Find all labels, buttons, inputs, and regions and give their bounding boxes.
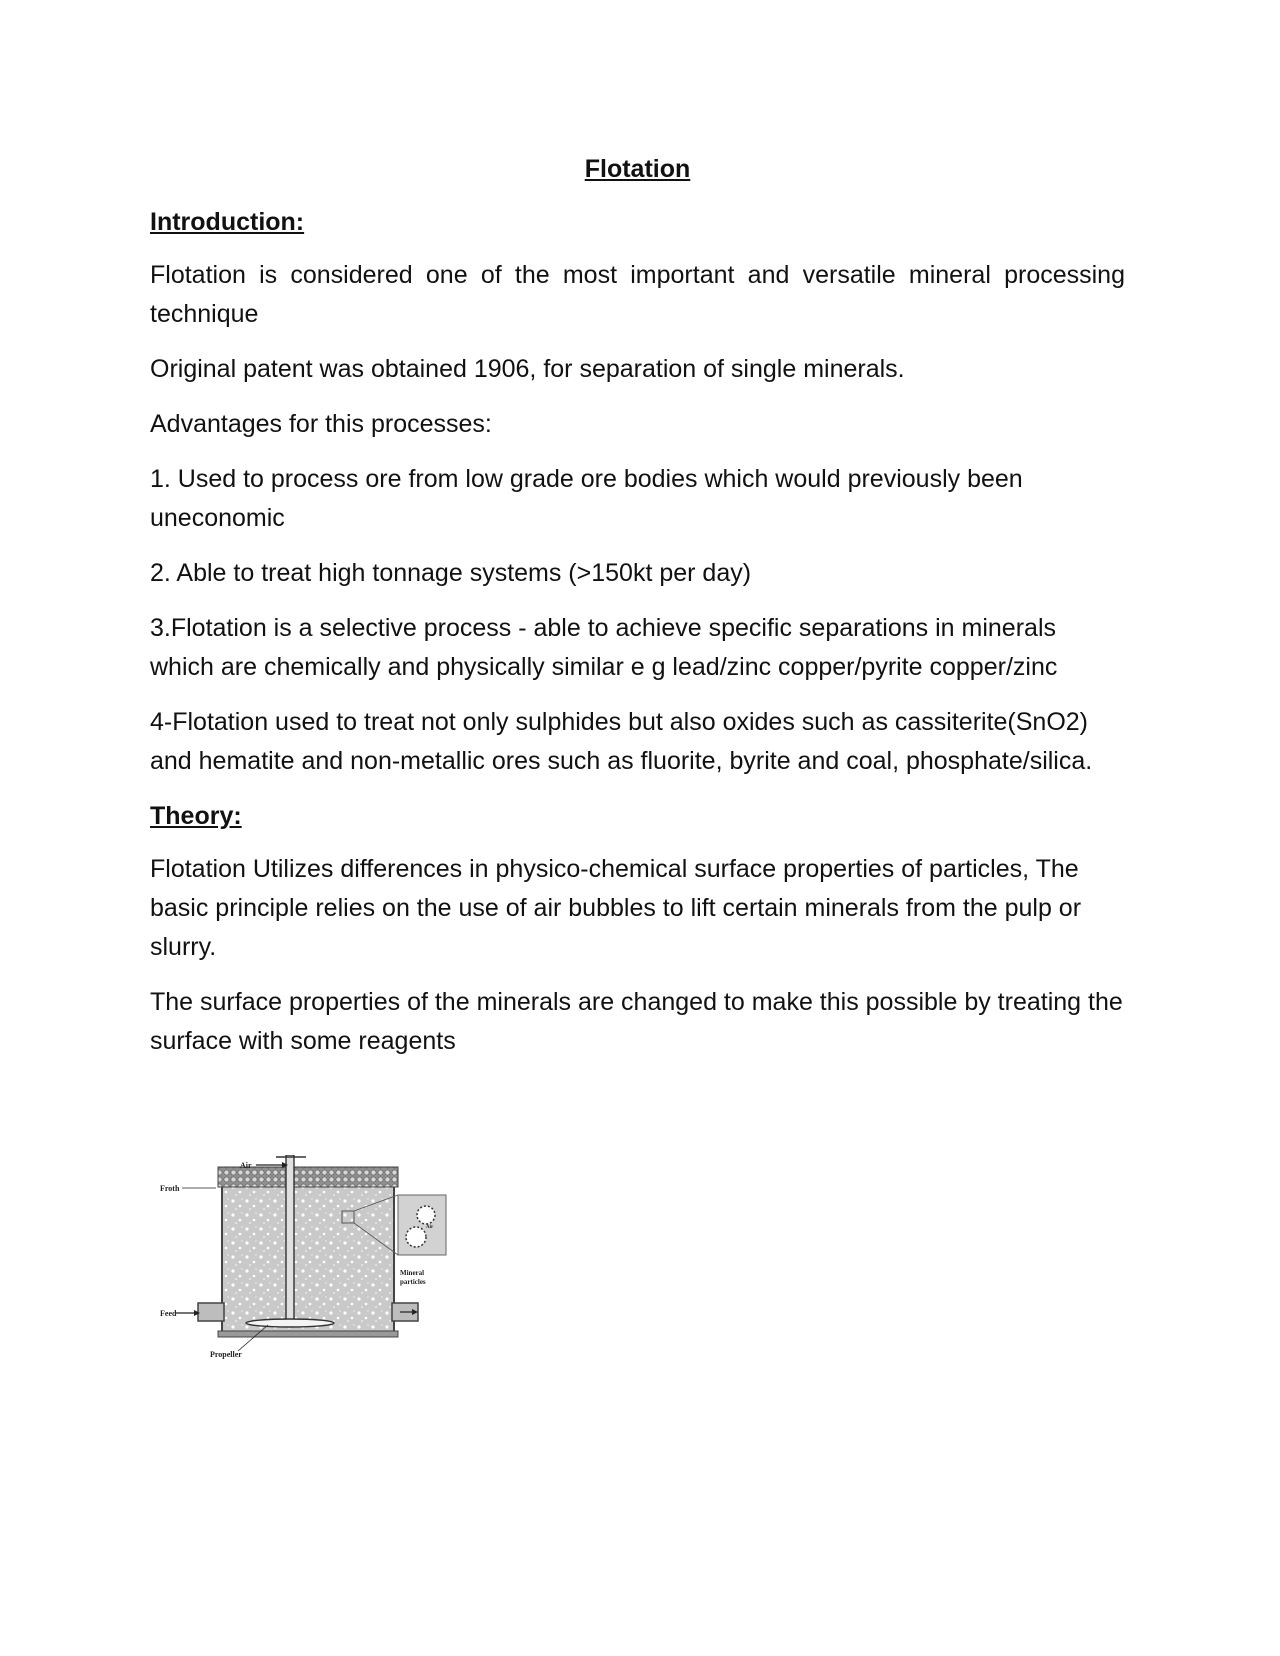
label-feed: Feed [160,1309,177,1318]
theory-paragraph-2: The surface properties of the minerals are changed to make this possible by treating the surface with some reagents [150,988,1123,1055]
label-mineral-particles-1: Mineral [400,1269,425,1277]
introduction-heading: Introduction: [150,208,305,236]
label-mineral-particles-2: particles [400,1278,426,1286]
feed-pipe [198,1303,224,1321]
advantages-label: Advantages for this processes: [150,410,492,438]
theory-heading: Theory: [150,802,242,830]
bubble-inset [398,1195,446,1255]
label-air-bubble: Air [426,1225,434,1230]
advantage-item-4: 4-Flotation used to treat not only sulphides but also oxides such as cassiterite(SnO2) and hematite and non-metallic ores such as fluorite, byrite and coal, phosphate/silica. [150,708,1093,775]
agitator-shaft [286,1155,294,1321]
advantage-item-3: 3.Flotation is a selective process - able to achieve specific separations in minerals which are chemically and physically similar e g lead/zinc copper/pyrite copper/zinc [150,614,1058,681]
advantage-item-1: 1. Used to process ore from low grade ore bodies which would previously been uneconomic [150,465,1023,532]
air-bubble-2 [406,1227,426,1247]
label-propeller: Propeller [210,1350,242,1359]
propeller-shape [246,1319,334,1327]
flotation-cell-figure [160,1155,460,1375]
document-title: Flotation [584,155,691,183]
label-froth: Froth [160,1184,180,1193]
intro-paragraph-1: Flotation is considered one of the most important and versatile mineral processing technique [150,261,1125,328]
tank-pulp [222,1185,394,1333]
froth-layer [218,1167,398,1187]
theory-paragraph-1: Flotation Utilizes differences in physico-chemical surface properties of particles, The basic principle relies on the use of air bubbles to lift certain minerals from the pulp or slurry. [150,855,1082,961]
air-bubble-1 [417,1206,435,1224]
label-air: Air [240,1161,252,1170]
advantage-item-2: 2. Able to treat high tonnage systems (>150kt per day) [150,559,752,587]
intro-paragraph-2: Original patent was obtained 1906, for separation of single minerals. [150,355,905,383]
tank-base [218,1331,398,1337]
document-body [150,150,1125,1077]
